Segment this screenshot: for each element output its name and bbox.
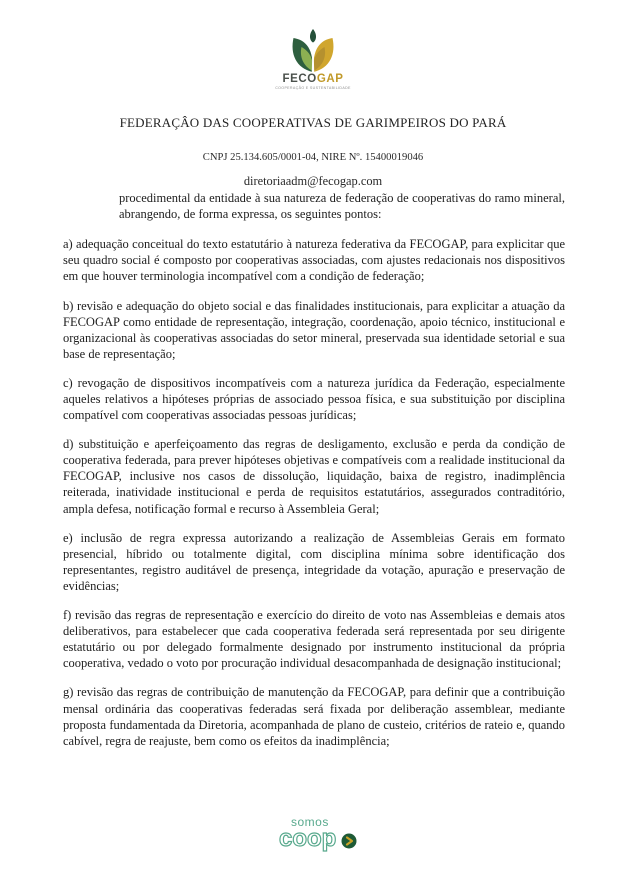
fecogap-leaf-emblem-icon bbox=[288, 27, 338, 73]
list-item-e: e) inclusão de regra expressa autorizando a realização de Assembleias Gerais em formato presencial, híbrido ou totalmente digital, com disciplina mínima sobre identificação dos representantes, registro auditável de presença, integridade da votação, apuração e preservação de evidências; bbox=[63, 530, 565, 593]
list-item-c: c) revogação de dispositivos incompatíveis com a natureza jurídica da Federação, especialmente aqueles relativos a hipóteses próprias de associado pessoa física, e sua substituição por disciplina compatível com cooperativas associadas pessoas jurídicas; bbox=[63, 375, 565, 423]
logo-tagline: COOPERAÇÃO E SUSTENTABILIDADE bbox=[275, 86, 351, 91]
fecogap-wordmark bbox=[0, 73, 626, 85]
cnpj-nire-line: CNPJ 25.134.605/0001-04, NIRE Nº. 15400019046 bbox=[202, 152, 424, 164]
list-item-f: f) revisão das regras de representação e exercício do direito de voto nas Assembleias e demais atos deliberativos, para estabelecer que cada cooperativa federada será representada por seu dirigente estatutário ou por delegado formalmente designado por instrumento institucional da própria cooperativa, vedado o voto por procuração individual desacompanhada de designação institucional; bbox=[63, 608, 565, 671]
letterhead bbox=[0, 0, 626, 90]
wordmark-gap: GAP bbox=[316, 73, 344, 85]
somoscoop-logo-icon bbox=[278, 813, 362, 857]
email-address: diretoriaadm@fecogap.com bbox=[243, 174, 383, 189]
document-body bbox=[63, 190, 565, 749]
footer bbox=[0, 813, 626, 857]
list-item-g: g) revisão das regras de contribuição de manutenção da FECOGAP, para definir que a contribuição mensal ordinária das cooperativas federadas será fixada por deliberação assemblear, mediante proposta fundamentada da Diretoria, acompanhada de plano de custeio, critérios de rateio e, quando cabível, regra de reajuste, bem como os efeitos da inadimplência; bbox=[63, 685, 565, 748]
list-item-b: b) revisão e adequação do objeto social e das finalidades institucionais, para explicitar a atuação da FECOGAP como entidade de representação, integração, coordenação, apoio técnico, institucional e organizacional às cooperativas associadas do setor mineral, preservada sua identidade setorial e sua base de representação; bbox=[63, 298, 565, 361]
intro-paragraph: procedimental da entidade à sua natureza de federação de cooperativas do ramo mineral, abrangendo, de forma expressa, os seguintes pontos: bbox=[119, 191, 565, 222]
somoscoop-coop-text: coop bbox=[279, 825, 337, 852]
wordmark-feco: FECO bbox=[282, 73, 317, 85]
list-item-a: a) adequação conceitual do texto estatutário à natureza federativa da FECOGAP, para explicitar que seu quadro social é composto por cooperativas associadas, com ajustes redacionais nos dispositivos em que houver terminologia incompatível com a condição de federação; bbox=[63, 237, 565, 284]
list-item-d: d) substituição e aperfeiçoamento das regras de desligamento, exclusão e perda da condição de cooperativa federada, para prever hipóteses objetivas e compatíveis com a realidade institucional da FECOGAP, inclusive nos casos de dissolução, liquidação, baixa de registro, inadimplência reiterada, inatividade institucional e perda de requisitos estatutários, assegurados contraditório, ampla defesa, notificação formal e recurso à Assembleia Geral; bbox=[63, 437, 565, 516]
somoscoop-circle-badge bbox=[342, 834, 357, 849]
page-title: FEDERAÇÂO DAS COOPERATIVAS DE GARIMPEIROS DO PARÁ bbox=[119, 115, 507, 131]
somoscoop-somos-text: somos bbox=[291, 815, 329, 829]
